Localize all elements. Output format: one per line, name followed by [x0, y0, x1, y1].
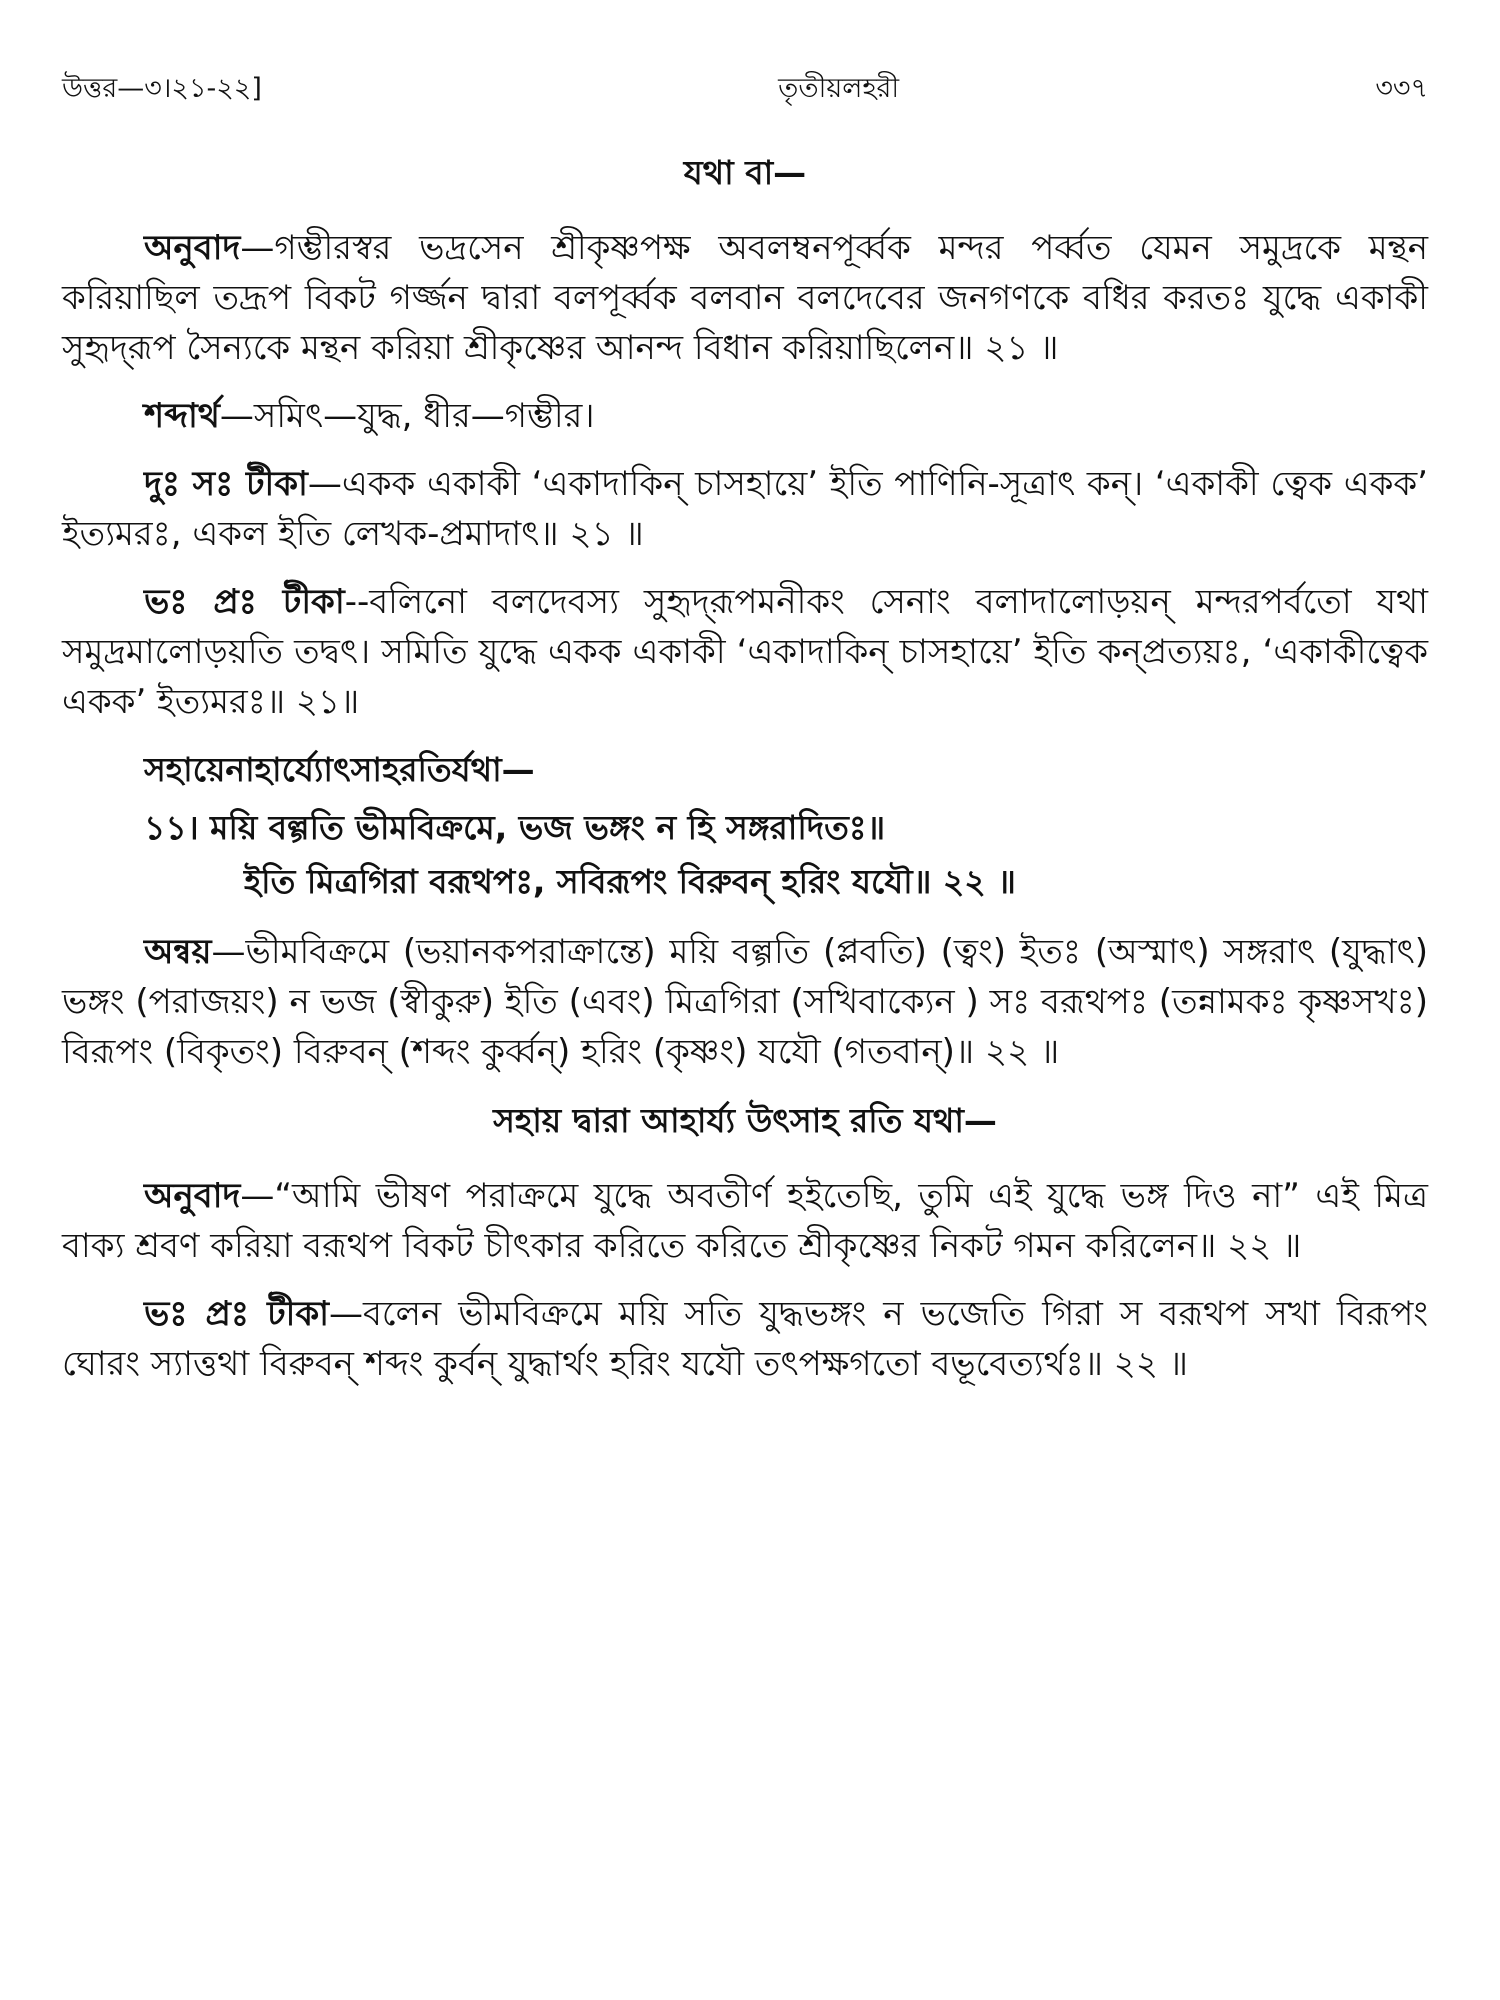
- paragraph-label: শব্দার্থ: [144, 396, 220, 436]
- header-chapter-title: তৃতীয়লহরী: [778, 73, 900, 104]
- paragraph-text: —ভীমবিক্রমে (ভয়ানকপরাক্রান্তে) ময়ি বল্গতি (প্লবতি) (ত্বং) ইতঃ (অস্মাৎ) সঙ্গরাৎ (যুদ্ধাৎ) ভঙ্গং (পরাজয়ং) ন ভজ (স্বীকুরু) ইতি (এবং) মিত্রগিরা (সখিবাক্যেন ) সঃ বরূথপঃ (তন্নামকঃ কৃষ্ণসখঃ) বিরূপং (বিকৃতং) বিরুবন্ (শব্দং কুর্ব্বন্) হরিং (কৃষ্ণং) যযৌ (গতবান্)॥ ২২ ॥: [62, 932, 1428, 1072]
- section-heading-sahay: সহায় দ্বারা আহার্য্য উৎসাহ রতি যথা—: [493, 1101, 997, 1140]
- paragraph-commentary-bha-pra-21: [62, 577, 1428, 727]
- paragraph-label: অনুবাদ: [144, 228, 241, 268]
- paragraph-text: —গম্ভীরস্বর ভদ্রসেন শ্রীকৃষ্ণপক্ষ অবলম্বনপূর্ব্বক মন্দর পর্ব্বত যেমন সমুদ্রকে মন্থন করিয়াছিল তদ্রূপ বিকট গর্জ্জন দ্বারা বলপূর্ব্বক বলবান বলদেবের জনগণকে বধির করতঃ যুদ্ধে একাকী সুহৃদ্‌রূপ সৈন্যকে মন্থন করিয়া শ্রীকৃষ্ণের আনন্দ বিধান করিয়াছিলেন॥ ২১ ॥: [62, 228, 1428, 368]
- paragraph-text: --বলিনো বলদেবস্য সুহৃদ্‌রূপমনীকং সেনাং বলাদালোড়য়ন্ মন্দরপর্বতো যথা সমুদ্রমালোড়য়তি তদ্বৎ। সমিতি যুদ্ধে একক একাকী ‘একাদাকিন্ চাসহায়ে’ ইতি কন্‌প্রত্যয়ঃ, ‘একাকীত্বেক একক’ ইত্যমরঃ॥ ২১॥: [62, 582, 1428, 722]
- paragraph-label: ভঃ প্রঃ টীকা: [144, 582, 345, 622]
- paragraph-label: অন্বয়: [144, 932, 212, 972]
- paragraph-word-meaning: [62, 391, 1428, 441]
- page-number: ৩৩৭: [1375, 73, 1428, 104]
- paragraph-anvaya: [62, 927, 1428, 1077]
- header-reference: উত্তর—৩।২১-২২]: [62, 73, 262, 104]
- verse-intro-heading: সহায়েনাহার্য্যোৎসাহরতির্যথা—: [144, 750, 535, 789]
- paragraph-text: —সমিৎ—যুদ্ধ, ধীর—গম্ভীর।: [219, 396, 595, 436]
- paragraph-text: —“আমি ভীষণ পরাক্রমে যুদ্ধে অবতীর্ণ হইতেছি, তুমি এই যুদ্ধে ভঙ্গ দিও না” এই মিত্র বাক্য শ্রবণ করিয়া বরূথপ বিকট চীৎকার করিতে করিতে শ্রীকৃষ্ণের নিকট গমন করিলেন॥ ২২ ॥: [62, 1176, 1428, 1266]
- verse-line-1: ১১। ময়ি বল্গতি ভীমবিক্রমে, ভজ ভঙ্গং ন হি সঙ্গরাদিতঃ॥: [144, 808, 886, 847]
- paragraph-text: —একক একাকী ‘একাদাকিন্ চাসহায়ে’ ইতি পাণিনি-সূত্রাৎ কন্। ‘একাকী ত্বেক একক’ ইত্যমরঃ, একল ইতি লেখক-প্রমাদাৎ॥ ২১ ॥: [62, 464, 1428, 554]
- paragraph-translation-21: [62, 223, 1428, 373]
- paragraph-commentary-bha-pra-22: [62, 1289, 1428, 1389]
- paragraph-text: —বলেন ভীমবিক্রমে ময়ি সতি যুদ্ধভঙ্গং ন ভজেতি গিরা স বরূথপ সখা বিরূপং ঘোরং স্যাত্তথা বিরুবন্ শব্দং কুর্বন্ যুদ্ধার্থং হরিং যযৌ তৎপক্ষগতো বভূবেত্যর্থঃ॥ ২২ ॥: [62, 1294, 1429, 1384]
- paragraph-label: দুঃ সঃ টীকা: [144, 464, 308, 504]
- paragraph-commentary-du-sa: [62, 459, 1428, 559]
- paragraph-label: অনুবাদ: [144, 1176, 241, 1216]
- paragraph-translation-22: [62, 1171, 1428, 1271]
- paragraph-label: ভঃ প্রঃ টীকা: [144, 1294, 329, 1334]
- section-heading-yatha-va: যথা বা—: [683, 153, 807, 192]
- verse-line-2: ইতি মিত্রগিরা বরূথপঃ, সবিরূপং বিরুবন্ হরিং যযৌ॥ ২২ ॥: [244, 862, 1016, 901]
- running-header: [62, 68, 1428, 113]
